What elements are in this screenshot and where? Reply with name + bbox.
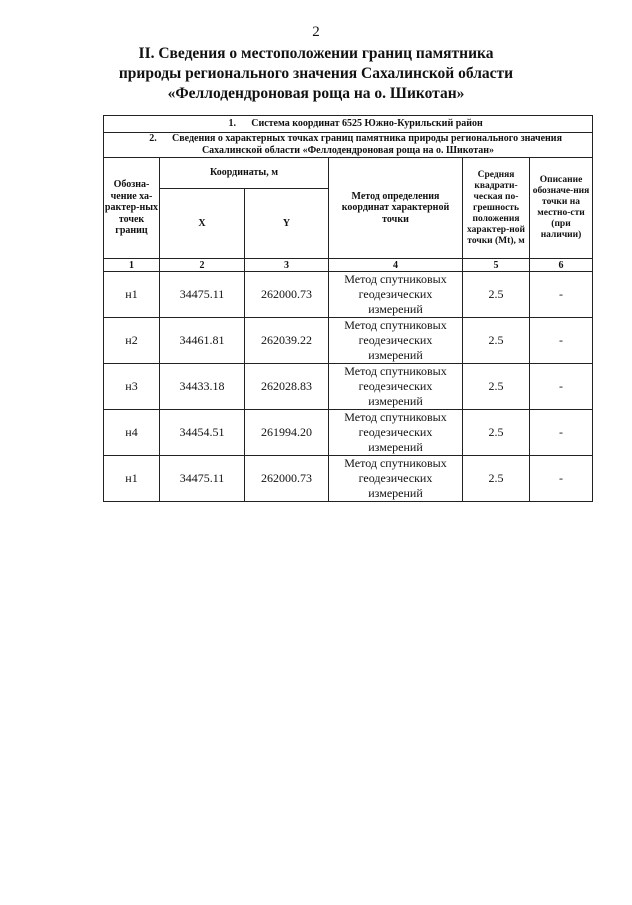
- header-method: Метод определения координат характерной точки: [329, 158, 463, 259]
- column-number: 4: [329, 259, 463, 272]
- coordinate-x: 34454.51: [160, 410, 245, 456]
- column-number: 6: [530, 259, 593, 272]
- header-row-1: [104, 158, 593, 189]
- page-number: 2: [312, 24, 320, 40]
- error-value: 2.5: [463, 364, 530, 410]
- info-row-coordinate-system: [104, 116, 593, 133]
- point-designation: н1: [104, 456, 160, 502]
- error-value: 2.5: [463, 410, 530, 456]
- column-number: 5: [463, 259, 530, 272]
- title-line-3: «Феллодендроновая роща на о. Шикотан»: [167, 85, 465, 102]
- coordinate-x: 34461.81: [160, 318, 245, 364]
- table-row: [104, 364, 593, 410]
- point-description: -: [530, 318, 593, 364]
- point-designation: н1: [104, 272, 160, 318]
- header-y: Y: [245, 189, 329, 259]
- table-row: [104, 410, 593, 456]
- info-number: 1.: [228, 118, 236, 129]
- column-number: 1: [104, 259, 160, 272]
- table-row: [104, 456, 593, 502]
- info-text: Система координат 6525 Южно-Курильский район: [251, 118, 483, 129]
- title-line-2: природы регионального значения Сахалинской области: [118, 65, 514, 82]
- header-description: Описание обозначе-ния точки на местно-сти (при наличии): [530, 158, 593, 259]
- method: Метод спутниковых геодезических измерений: [329, 456, 463, 502]
- column-number: 3: [245, 259, 329, 272]
- document-title: [90, 44, 542, 104]
- method: Метод спутниковых геодезических измерений: [329, 364, 463, 410]
- coordinate-y: 261994.20: [245, 410, 329, 456]
- column-numbers-row: [104, 259, 593, 272]
- header-x: X: [160, 189, 245, 259]
- coordinate-y: 262000.73: [245, 272, 329, 318]
- point-designation: н4: [104, 410, 160, 456]
- point-description: -: [530, 410, 593, 456]
- table-row: [104, 318, 593, 364]
- coordinate-y: 262039.22: [245, 318, 329, 364]
- info-number: 2.: [149, 133, 157, 144]
- error-value: 2.5: [463, 456, 530, 502]
- header-coordinates: Координаты, м: [160, 158, 329, 189]
- method: Метод спутниковых геодезических измерений: [329, 410, 463, 456]
- table-row: [104, 272, 593, 318]
- coordinate-x: 34475.11: [160, 456, 245, 502]
- point-description: -: [530, 456, 593, 502]
- method: Метод спутниковых геодезических измерений: [329, 318, 463, 364]
- coordinate-x: 34475.11: [160, 272, 245, 318]
- info-row-points-description: [104, 133, 593, 158]
- coordinate-y: 262028.83: [245, 364, 329, 410]
- point-description: -: [530, 364, 593, 410]
- header-designation: Обозна-чение ха-рактер-ных точек границ: [104, 158, 160, 259]
- title-line-1: II. Сведения о местоположении границ памятника: [138, 45, 494, 62]
- column-number: 2: [160, 259, 245, 272]
- info-text: Сведения о характерных точках границ памятника природы регионального значения Сахалинской области «Феллодендроновая роща на о. Шикотан»: [172, 133, 562, 156]
- error-value: 2.5: [463, 318, 530, 364]
- method: Метод спутниковых геодезических измерений: [329, 272, 463, 318]
- header-error: Средняя квадрати-ческая по-грешность положения характер-ной точки (Mt), м: [463, 158, 530, 259]
- coordinate-y: 262000.73: [245, 456, 329, 502]
- point-description: -: [530, 272, 593, 318]
- coordinates-table: [103, 115, 593, 502]
- error-value: 2.5: [463, 272, 530, 318]
- point-designation: н2: [104, 318, 160, 364]
- point-designation: н3: [104, 364, 160, 410]
- coordinate-x: 34433.18: [160, 364, 245, 410]
